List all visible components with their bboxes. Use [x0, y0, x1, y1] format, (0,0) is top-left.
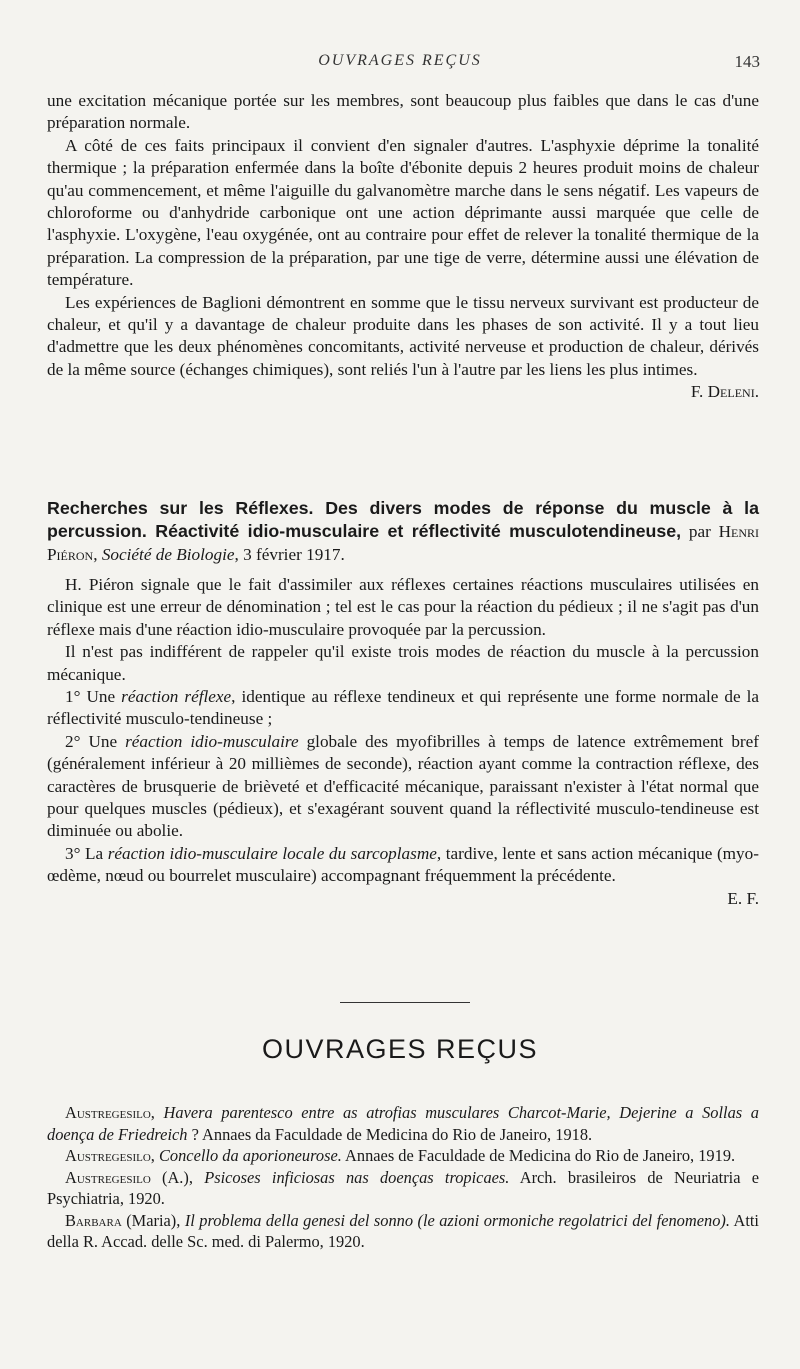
item-term: réaction idio-musculaire locale du sarcoplasme	[107, 843, 437, 863]
paragraph: A côté de ces faits principaux il convient d'en signaler d'autres. L'asphyxie déprime la tonalité thermique ; la préparation enfermée dans la boîte d'ébonite depuis 2 heures produit moins de chaleur qu'au commencement, et même l'aiguille du galvanomètre marche dans le sens négatif. Les vapeurs de chloroforme ou d'anhydride carbonique ont une action déprimante aussi marquée que celle de l'asphyxie. L'oxygène, l'eau oxygénée, ont au contraire pour effet de relever la tonalité thermique de la préparation. La compression de la préparation, par une tige de verre, détermine aussi une élévation de température.	[47, 135, 759, 290]
reference-title: Psicoses inficiosas nas doenças tropicaes.	[204, 1167, 510, 1187]
paragraph: H. Piéron signale que le fait d'assimiler aux réflexes certaines réactions musculaires utilisées en clinique est une erreur de dénomination ; tel est le cas pour la réaction du pédieux ; il ne s'agit pas d'un réflexe mais d'une réaction idio-musculaire provoquée par la percussion.	[47, 575, 759, 639]
review-journal: Société de Biologie	[101, 545, 235, 564]
item-term: réaction réflexe	[121, 687, 232, 707]
reference-title: Il problema della genesi del sonno (le azioni ormoniche regolatrici del fenomeno).	[184, 1210, 730, 1230]
item-number: 3° La	[65, 843, 108, 863]
review-entry	[47, 497, 759, 910]
reference-item	[47, 1145, 759, 1167]
reference-source: Arch. brasileiros de Neuriatria e Psychiatria, 1920.	[47, 1167, 759, 1208]
review-author: Henri Piéron	[47, 522, 760, 564]
reference-list	[47, 1102, 759, 1253]
item-number: 2° Une	[65, 731, 126, 751]
reference-item	[47, 1102, 759, 1145]
item-text: , identique au réflexe tendineux et qui représente une forme normale de la réflectivité musculo-tendineuse ;	[47, 687, 759, 729]
review-by: par	[681, 522, 719, 541]
reference-author: Barbara	[65, 1210, 122, 1230]
paragraph: Il n'est pas indifférent de rappeler qu'il existe trois modes de réaction du muscle à la percussion mécanique.	[47, 642, 759, 684]
reference-source: Atti della R. Accad. delle Sc. med. di Palermo, 1920.	[47, 1210, 759, 1251]
reference-separator: ,	[150, 1103, 164, 1122]
section-divider	[340, 1002, 470, 1003]
section-heading: OUVRAGES REÇUS	[261, 1034, 539, 1064]
reference-author: Austregesilo	[65, 1146, 151, 1165]
item-text: , tardive, lente et sans action mécanique (myo-œdème, nœud ou bourrelet musculaire) accompagnant fréquemment la précédente.	[47, 843, 759, 886]
page-number: 143	[734, 52, 760, 71]
review-separator: ,	[93, 545, 102, 564]
item-text: globale des myofibrilles à temps de latence extrêmement bref (généralement inférieur à 20 millièmes de seconde), réaction ayant comme la contraction réflexe, des caractères de brusquerie de brièveté et d'efficacité mécanique, paraissant n'exister à l'état normal que pour quelques muscles (pédieux), et s'exagérant souvent quand la réflectivité musculo-tendineuse est diminuée ou abolie.	[47, 731, 759, 841]
reference-author: Austregesilo	[65, 1103, 151, 1122]
paragraph: Les expériences de Baglioni démontrent en somme que le tissu nerveux survivant est producteur de chaleur, et qu'il y a davantage de chaleur produite dans les phases de son activité. Il y a tout lieu d'admettre que les deux phénomènes concomitants, activité nerveuse et production de chaleur, dérivés de la même source (échanges chimiques), sont reliés l'un à l'autre par les liens les plus intimes.	[47, 292, 759, 379]
reference-separator: (Maria),	[121, 1210, 185, 1230]
running-header	[0, 52, 800, 76]
list-item	[47, 686, 759, 731]
article-continuation	[47, 90, 759, 404]
reference-source: Annaes de Faculdade de Medicina do Rio de Janeiro, 1919.	[341, 1146, 736, 1165]
review-title-text: Recherches sur les Réflexes. Des divers modes de réponse du muscle à la percussion. Réactivité idio-musculaire et réflectivité musculotendineuse,	[47, 498, 759, 541]
reference-title: Havera parentesco entre as atrofias musculares Charcot-Marie, Dejerine a Sollas a doença de Friedreich	[47, 1103, 759, 1144]
item-term: réaction idio-musculaire	[125, 731, 299, 751]
reference-item	[47, 1210, 759, 1253]
reference-item	[47, 1167, 759, 1210]
paragraph: une excitation mécanique portée sur les membres, sont beaucoup plus faibles que dans le cas d'une préparation normale.	[47, 91, 759, 133]
list-item	[47, 843, 759, 888]
running-title: OUVRAGES REÇUS	[318, 52, 482, 69]
reference-separator: ,	[150, 1146, 159, 1165]
item-number: 1° Une	[65, 687, 122, 707]
reference-source: ? Annaes da Faculdade de Medicina do Rio de Janeiro, 1918.	[187, 1124, 593, 1144]
reference-author: Austregesilo	[65, 1167, 151, 1187]
review-date: , 3 février 1917.	[234, 545, 345, 564]
reference-title: Concello da aporioneurose.	[158, 1146, 342, 1165]
review-title	[47, 497, 759, 566]
reference-separator: (A.),	[150, 1167, 205, 1187]
review-signature: E. F.	[727, 888, 759, 908]
author-signature: F. Deleni.	[690, 382, 759, 402]
list-item	[47, 731, 759, 843]
